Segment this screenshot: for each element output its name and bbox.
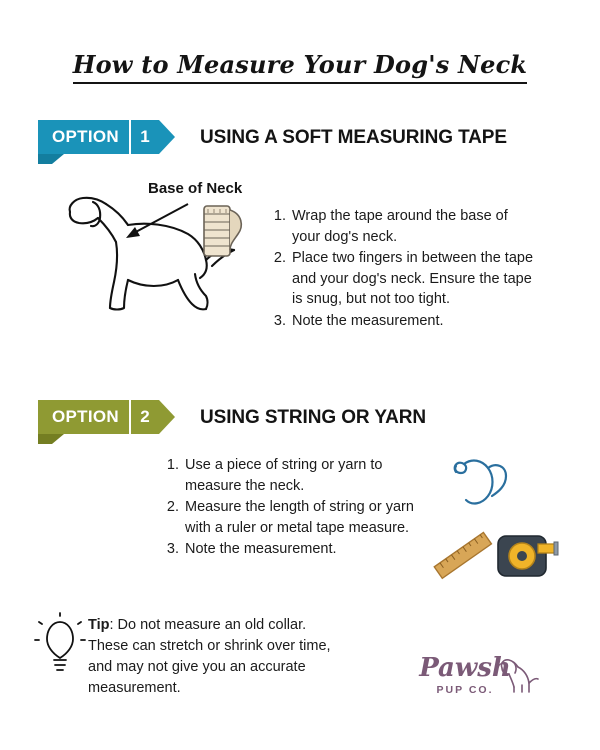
option-1-ribbon-shadow [38,154,64,164]
option-2-steps [165,455,435,561]
option-2-banner [38,400,175,434]
page-title [0,50,600,79]
option-2-ribbon-label: OPTION [38,400,129,434]
logo-dog-icon [492,652,540,696]
tape-measure-icon [492,524,562,586]
list-item: 1. Wrap the tape around the base of your dog's neck. [290,206,534,247]
tip-block [88,615,338,699]
option-1-ribbon-tail [159,120,175,154]
page-title-text: How to Measure Your Dog's Neck [73,50,528,84]
list-item: 3. Note the measurement. [290,311,534,332]
list-item: 2. Measure the length of string or yarn with a ruler or metal tape measure. [183,497,435,538]
base-of-neck-label: Base of Neck [148,180,243,197]
base-of-neck-arrow [118,198,198,246]
logo-wordmark: Pawsh [419,653,511,683]
list-item: 1. Use a piece of string or yarn to measure the neck. [183,455,435,496]
tip-text: Do not measure an old collar. These can stretch or shrink over time, and may not give you an accurate measurement. [88,617,331,697]
option-2-heading: USING STRING OR YARN [200,407,427,428]
option-2-ribbon-tail [159,400,175,434]
logo-tagline: PUP CO. [436,684,494,696]
tip-separator: : [109,617,118,633]
option-2-ribbon-shadow [38,434,64,444]
string-yarn-icon [448,452,518,512]
option-1-number: 1 [129,120,159,154]
lightbulb-icon [34,612,86,678]
list-item: 3. Note the measurement. [183,539,435,560]
ruler-icon [432,528,496,586]
tip-label: Tip [88,617,110,633]
option-1-banner [38,120,175,154]
option-1-ribbon-label: OPTION [38,120,129,154]
option-1-steps [272,206,534,332]
measuring-tape-icon [192,200,252,262]
list-item: 2. Place two fingers in between the tape and your dog's neck. Ensure the tape is snug, but not too tight. [290,248,534,310]
option-2-number: 2 [129,400,159,434]
option-1-heading: USING A SOFT MEASURING TAPE [200,127,507,148]
